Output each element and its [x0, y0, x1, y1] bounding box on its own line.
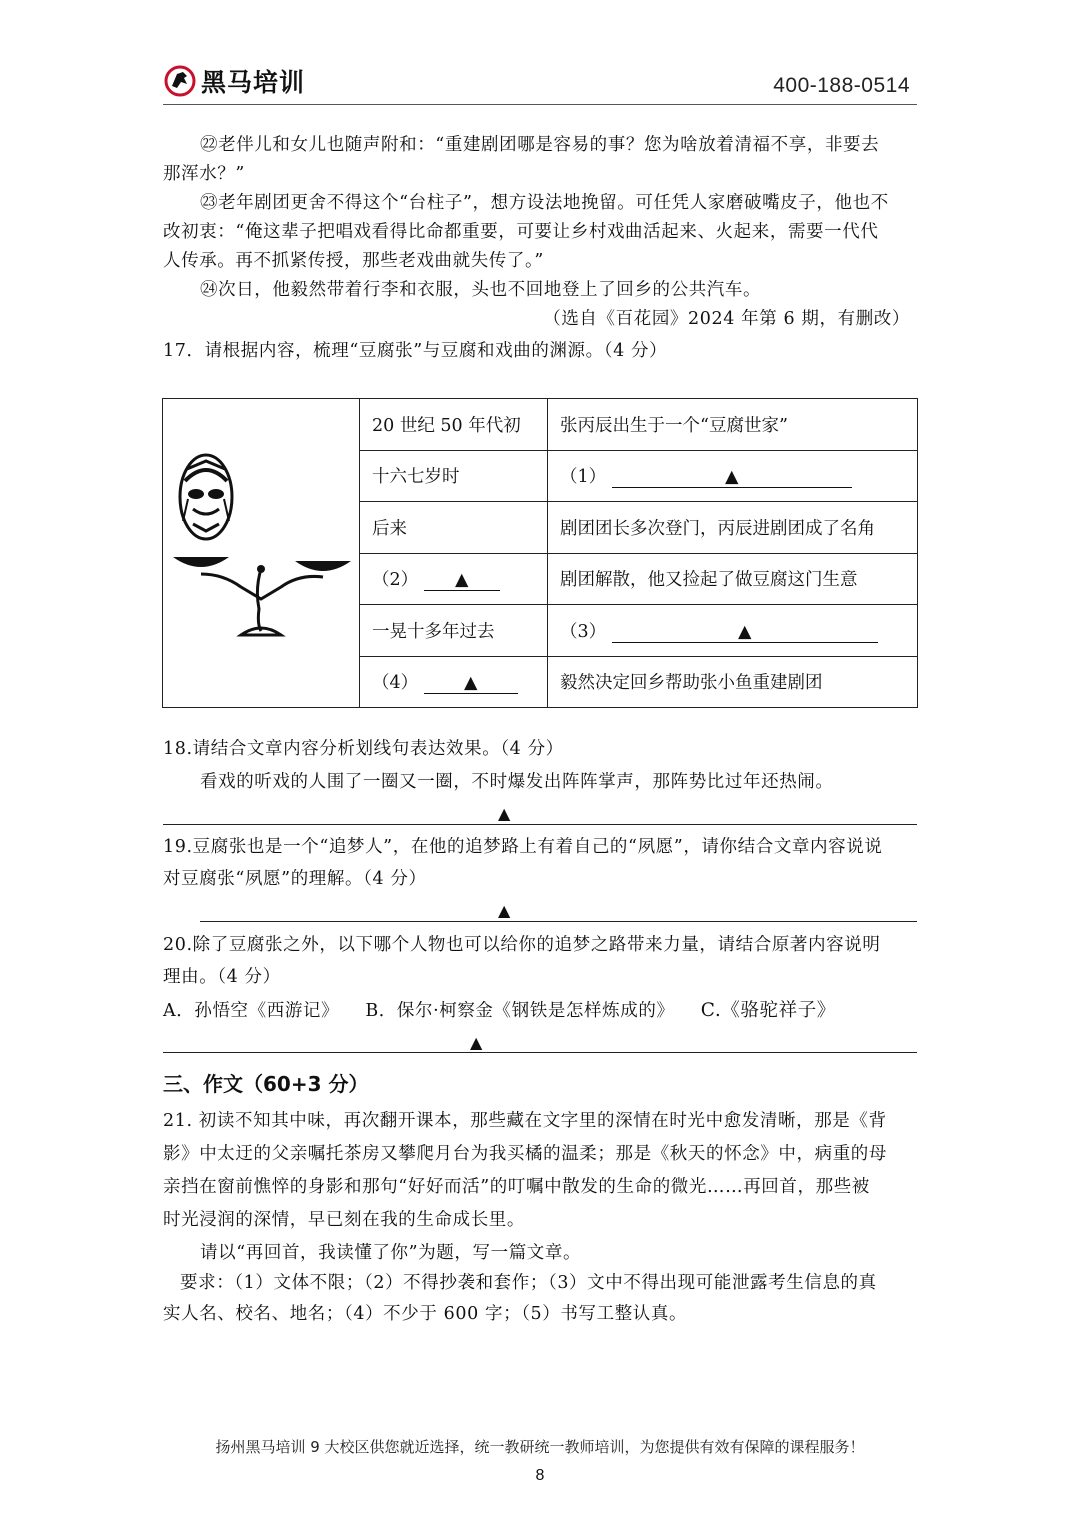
brand-name: 黑马培训: [201, 68, 306, 97]
section-title: 三、作文（60+3 分）: [163, 1072, 369, 1096]
blank-label: （4）: [372, 673, 419, 694]
paragraph-23: ㉓老年剧团更舍不得这个“台柱子”，想方设法地挽留。可任凭人家磨破嘴皮子，他也不: [200, 193, 889, 213]
question-18: 18.请结合文章内容分析划线句表达效果。（4 分）: [163, 739, 564, 759]
answer-mark: ▲: [470, 1033, 483, 1052]
paragraph-23-cont: 改初衷：“俺这辈子把唱戏看得比命都重要，可要让乡村戏曲活起来、火起来，需要一代代: [163, 222, 879, 242]
timeline-cell: 后来: [360, 502, 548, 554]
blank-label: （2）: [372, 570, 419, 591]
footer-slogan: 扬州黑马培训 9 大校区供您就近选择，统一教研统一教师培训，为您提供有效有保障的课程服务！: [215, 1438, 865, 1456]
question-19-cont: 对豆腐张“夙愿”的理解。（4 分）: [163, 869, 427, 889]
horse-logo-icon: [163, 64, 197, 98]
q21-line-4: 时光浸润的深情，早已刻在我的生命成长里。: [163, 1210, 525, 1230]
question-20-cont: 理由。（4 分）: [163, 967, 281, 987]
q20-answer-line[interactable]: [163, 1052, 917, 1053]
page-number: 8: [535, 1467, 545, 1484]
opera-scale-illustration: [163, 399, 360, 708]
paragraph-24: ㉔次日，他毅然带着行李和衣服，头也不回地登上了回乡的公共汽车。: [200, 280, 762, 300]
header-divider: [163, 104, 917, 105]
q18-quoted-sentence: 看戏的听戏的人围了一圈又一圈，不时爆发出阵阵掌声，那阵势比过年还热闹。: [200, 772, 834, 792]
option-c: C.《骆驼祥子》: [700, 1000, 836, 1021]
q21-line-2: 影》中太迂的父亲嘱托茶房又攀爬月台为我买橘的温柔；那是《秋天的怀念》中，病重的母: [163, 1144, 887, 1164]
option-a: A．孙悟空《西游记》: [163, 1001, 340, 1021]
event-cell: 张丙辰出生于一个“豆腐世家”: [548, 399, 918, 451]
blank-label: （1）: [560, 467, 607, 488]
event-cell: 毅然决定回乡帮助张小鱼重建剧团: [548, 656, 918, 708]
question-17: 17．请根据内容，梳理“豆腐张”与豆腐和戏曲的渊源。（4 分）: [163, 341, 668, 361]
question-20: 20.除了豆腐张之外，以下哪个人物也可以给你的追梦之路带来力量，请结合原著内容说明: [163, 935, 881, 955]
q18-answer-line[interactable]: [163, 824, 917, 825]
paragraph-22-cont: 那浑水？”: [163, 164, 245, 184]
timeline-cell: 十六七岁时: [360, 450, 548, 502]
paragraph-22: ㉒老伴儿和女儿也随声附和：“重建剧团哪是容易的事？您为啥放着清福不享，非要去: [200, 135, 880, 155]
event-cell-blank-1[interactable]: [548, 450, 918, 502]
answer-blank[interactable]: ▲: [424, 570, 500, 591]
timeline-cell: 20 世纪 50 年代初: [360, 399, 548, 451]
paragraph-23-cont2: 人传承。再不抓紧传授，那些老戏曲就失传了。”: [163, 251, 544, 271]
answer-blank[interactable]: ▲: [612, 622, 878, 643]
event-cell-blank-3[interactable]: [548, 605, 918, 657]
opera-mask-scale-icon: [163, 399, 360, 699]
q20-options: [163, 996, 917, 1026]
essay-requirements: 要求：（1）文体不限；（2）不得抄袭和套作；（3）文中不得出现可能泄露考生信息的真: [180, 1273, 877, 1293]
timeline-cell: 一晃十多年过去: [360, 605, 548, 657]
q21-line-3: 亲挡在窗前憔悴的身影和那句“好好而活”的叮嘱中散发的生命的微光……再回首，那些被: [163, 1177, 870, 1197]
timeline-cell-blank-2[interactable]: [360, 553, 548, 605]
q19-answer-line[interactable]: [200, 921, 917, 922]
answer-mark: ▲: [498, 901, 511, 920]
essay-title-prompt: 请以“再回首，我读懂了你”为题，写一篇文章。: [200, 1243, 582, 1263]
answer-blank[interactable]: ▲: [612, 467, 852, 488]
brand-logo: [163, 62, 323, 100]
q21-line-1: 21. 初读不知其中味，再次翻开课本，那些藏在文字里的深情在时光中愈发清晰，那是《背: [163, 1111, 887, 1131]
blank-label: （3）: [560, 621, 607, 642]
timeline-cell-blank-4[interactable]: [360, 656, 548, 708]
answer-blank[interactable]: ▲: [424, 673, 518, 694]
question-19: 19.豆腐张也是一个“追梦人”，在他的追梦路上有着自己的“夙愿”，请你结合文章内容说说: [163, 837, 883, 857]
option-b: B．保尔·柯察金《钢铁是怎样炼成的》: [365, 1001, 675, 1021]
q17-table: [162, 398, 918, 708]
essay-requirements-cont: 实人名、校名、地名；（4）不少于 600 字；（5）书写工整认真。: [163, 1304, 688, 1324]
phone-number: 400-188-0514: [773, 74, 910, 97]
source-citation: （选自《百花园》2024 年第 6 期，有删改）: [543, 309, 910, 329]
event-cell: 剧团团长多次登门，丙辰进剧团成了名角: [548, 502, 918, 554]
answer-mark: ▲: [498, 804, 511, 823]
event-cell: 剧团解散，他又捡起了做豆腐这门生意: [548, 553, 918, 605]
